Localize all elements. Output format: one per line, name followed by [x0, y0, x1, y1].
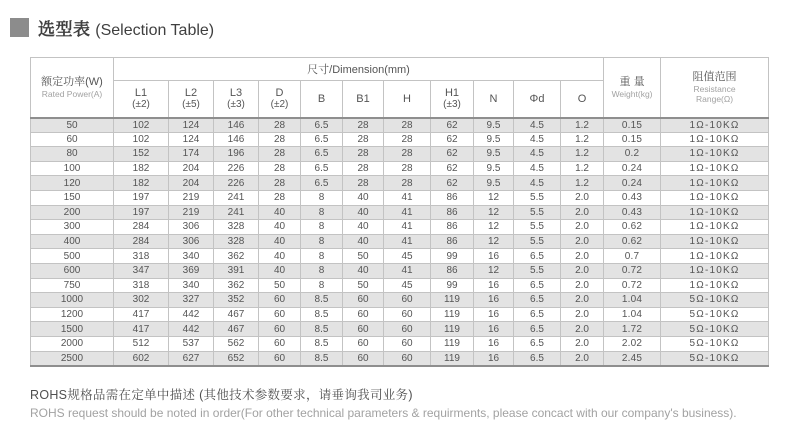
header-col-Phi-d: Φd	[514, 81, 561, 118]
cell-L3: 362	[214, 278, 259, 293]
cell-N: 9.5	[474, 161, 514, 176]
cell-weight: 0.24	[604, 161, 661, 176]
cell-O: 1.2	[561, 176, 604, 191]
header-col-H1: H1 (±3)	[431, 81, 474, 118]
cell-O: 2.0	[561, 249, 604, 264]
cell-Phi-d: 5.5	[514, 205, 561, 220]
cell-L1: 182	[114, 161, 169, 176]
cell-resistance: 1Ω-10KΩ	[661, 234, 769, 249]
cell-D: 28	[259, 176, 301, 191]
cell-L1: 512	[114, 336, 169, 351]
table-row	[31, 234, 769, 249]
cell-weight: 1.72	[604, 322, 661, 337]
cell-B: 6.5	[301, 176, 343, 191]
cell-Phi-d: 4.5	[514, 176, 561, 191]
table-header	[31, 58, 769, 118]
cell-power: 60	[31, 132, 114, 147]
cell-L3: 362	[214, 249, 259, 264]
cell-L2: 219	[169, 205, 214, 220]
cell-D: 50	[259, 278, 301, 293]
cell-B: 8	[301, 205, 343, 220]
cell-resistance: 5Ω-10KΩ	[661, 336, 769, 351]
cell-weight: 0.62	[604, 220, 661, 235]
cell-L1: 318	[114, 249, 169, 264]
cell-D: 60	[259, 293, 301, 308]
cell-B1: 40	[343, 220, 384, 235]
cell-power: 50	[31, 118, 114, 133]
cell-L3: 196	[214, 147, 259, 162]
cell-B: 8	[301, 220, 343, 235]
cell-H: 41	[384, 220, 431, 235]
cell-Phi-d: 4.5	[514, 161, 561, 176]
cell-Phi-d: 6.5	[514, 336, 561, 351]
cell-L1: 102	[114, 118, 169, 133]
cell-weight: 0.7	[604, 249, 661, 264]
cell-H1: 86	[431, 234, 474, 249]
cell-B1: 60	[343, 307, 384, 322]
cell-power: 300	[31, 220, 114, 235]
cell-power: 200	[31, 205, 114, 220]
cell-H1: 99	[431, 278, 474, 293]
cell-H1: 119	[431, 336, 474, 351]
cell-H1: 86	[431, 220, 474, 235]
cell-power: 750	[31, 278, 114, 293]
cell-D: 40	[259, 220, 301, 235]
cell-N: 16	[474, 293, 514, 308]
cell-L2: 174	[169, 147, 214, 162]
cell-L2: 204	[169, 176, 214, 191]
header-rated-power-zh: 额定功率(W)	[41, 75, 103, 88]
cell-B1: 60	[343, 322, 384, 337]
cell-O: 1.2	[561, 147, 604, 162]
cell-L1: 417	[114, 322, 169, 337]
header-weight	[604, 58, 661, 118]
table-row	[31, 161, 769, 176]
cell-O: 1.2	[561, 132, 604, 147]
cell-B: 8	[301, 234, 343, 249]
cell-H: 45	[384, 278, 431, 293]
cell-Phi-d: 5.5	[514, 220, 561, 235]
cell-weight: 0.72	[604, 278, 661, 293]
cell-H: 28	[384, 147, 431, 162]
cell-L2: 306	[169, 234, 214, 249]
cell-B1: 28	[343, 161, 384, 176]
header-col-B1: B1	[343, 81, 384, 118]
cell-H: 41	[384, 263, 431, 278]
cell-L1: 602	[114, 351, 169, 366]
cell-L3: 391	[214, 263, 259, 278]
cell-B1: 28	[343, 147, 384, 162]
cell-O: 2.0	[561, 336, 604, 351]
cell-L2: 537	[169, 336, 214, 351]
table-row	[31, 205, 769, 220]
header-col-L3: L3 (±3)	[214, 81, 259, 118]
cell-B: 8	[301, 249, 343, 264]
cell-L2: 340	[169, 249, 214, 264]
header-col-B: B	[301, 81, 343, 118]
cell-N: 9.5	[474, 147, 514, 162]
cell-L2: 442	[169, 307, 214, 322]
cell-power: 600	[31, 263, 114, 278]
cell-power: 80	[31, 147, 114, 162]
footer-notes	[30, 385, 737, 420]
cell-D: 40	[259, 249, 301, 264]
cell-B1: 28	[343, 132, 384, 147]
cell-H: 41	[384, 234, 431, 249]
cell-N: 16	[474, 336, 514, 351]
cell-N: 12	[474, 190, 514, 205]
cell-B: 8	[301, 190, 343, 205]
cell-N: 12	[474, 263, 514, 278]
header-weight-en: Weight(kg)	[611, 88, 653, 99]
cell-H: 41	[384, 205, 431, 220]
cell-Phi-d: 5.5	[514, 234, 561, 249]
cell-L1: 197	[114, 190, 169, 205]
header-resistance	[661, 58, 769, 118]
cell-N: 16	[474, 278, 514, 293]
table-row	[31, 249, 769, 264]
cell-Phi-d: 4.5	[514, 147, 561, 162]
header-col-N: N	[474, 81, 514, 118]
cell-B: 8	[301, 263, 343, 278]
cell-H: 60	[384, 322, 431, 337]
cell-B: 8.5	[301, 307, 343, 322]
cell-D: 60	[259, 336, 301, 351]
cell-weight: 0.2	[604, 147, 661, 162]
cell-B1: 60	[343, 293, 384, 308]
cell-resistance: 1Ω-10KΩ	[661, 249, 769, 264]
cell-weight: 0.72	[604, 263, 661, 278]
cell-L1: 182	[114, 176, 169, 191]
cell-B: 8	[301, 278, 343, 293]
cell-L1: 152	[114, 147, 169, 162]
cell-B1: 40	[343, 190, 384, 205]
cell-D: 60	[259, 322, 301, 337]
cell-weight: 1.04	[604, 293, 661, 308]
header-rated-power-en: Rated Power(A)	[41, 88, 103, 99]
cell-power: 2000	[31, 336, 114, 351]
cell-weight: 0.15	[604, 132, 661, 147]
cell-B: 8.5	[301, 293, 343, 308]
cell-weight: 0.43	[604, 190, 661, 205]
cell-L1: 102	[114, 132, 169, 147]
cell-B1: 28	[343, 118, 384, 133]
cell-resistance: 1Ω-10KΩ	[661, 190, 769, 205]
cell-Phi-d: 6.5	[514, 351, 561, 366]
cell-H1: 62	[431, 147, 474, 162]
cell-resistance: 1Ω-10KΩ	[661, 147, 769, 162]
cell-O: 2.0	[561, 263, 604, 278]
cell-H1: 86	[431, 205, 474, 220]
cell-N: 16	[474, 249, 514, 264]
cell-H: 28	[384, 176, 431, 191]
header-resistance-en2: Range(Ω)	[696, 93, 734, 104]
cell-H1: 62	[431, 118, 474, 133]
table-row	[31, 118, 769, 133]
cell-power: 150	[31, 190, 114, 205]
cell-L2: 627	[169, 351, 214, 366]
cell-D: 60	[259, 307, 301, 322]
cell-D: 28	[259, 161, 301, 176]
header-resistance-zh: 阻值范围	[692, 70, 737, 83]
cell-B1: 50	[343, 249, 384, 264]
header-col-L2: L2 (±5)	[169, 81, 214, 118]
table-row	[31, 307, 769, 322]
cell-D: 40	[259, 234, 301, 249]
cell-weight: 2.02	[604, 336, 661, 351]
cell-O: 2.0	[561, 322, 604, 337]
cell-B: 8.5	[301, 351, 343, 366]
cell-B: 6.5	[301, 161, 343, 176]
cell-N: 16	[474, 322, 514, 337]
cell-L2: 340	[169, 278, 214, 293]
cell-O: 2.0	[561, 234, 604, 249]
cell-O: 2.0	[561, 307, 604, 322]
cell-H1: 62	[431, 161, 474, 176]
cell-N: 16	[474, 307, 514, 322]
cell-L2: 124	[169, 118, 214, 133]
table-row	[31, 132, 769, 147]
cell-H1: 119	[431, 351, 474, 366]
rohs-note-en: ROHS request should be noted in order(For other technical parameters & requirments, please concact with our company's business).	[30, 406, 737, 420]
cell-B: 8.5	[301, 336, 343, 351]
cell-L3: 467	[214, 307, 259, 322]
table-row	[31, 278, 769, 293]
cell-O: 2.0	[561, 351, 604, 366]
selection-table	[30, 57, 769, 367]
cell-L2: 369	[169, 263, 214, 278]
cell-B1: 60	[343, 336, 384, 351]
cell-O: 1.2	[561, 161, 604, 176]
header-weight-zh: 重 量	[619, 75, 645, 88]
cell-weight: 0.43	[604, 205, 661, 220]
cell-L3: 226	[214, 176, 259, 191]
cell-L3: 328	[214, 234, 259, 249]
cell-H: 60	[384, 307, 431, 322]
section-title	[10, 15, 214, 40]
table-row	[31, 263, 769, 278]
cell-L1: 284	[114, 220, 169, 235]
cell-N: 12	[474, 234, 514, 249]
cell-power: 400	[31, 234, 114, 249]
cell-Phi-d: 6.5	[514, 322, 561, 337]
cell-N: 9.5	[474, 176, 514, 191]
cell-B1: 28	[343, 176, 384, 191]
cell-L2: 219	[169, 190, 214, 205]
cell-power: 500	[31, 249, 114, 264]
cell-resistance: 1Ω-10KΩ	[661, 278, 769, 293]
header-col-H: H	[384, 81, 431, 118]
cell-L3: 352	[214, 293, 259, 308]
cell-Phi-d: 6.5	[514, 293, 561, 308]
selection-table-body	[31, 118, 769, 366]
cell-Phi-d: 6.5	[514, 278, 561, 293]
cell-L1: 347	[114, 263, 169, 278]
cell-H1: 86	[431, 190, 474, 205]
cell-resistance: 1Ω-10KΩ	[661, 118, 769, 133]
cell-L2: 124	[169, 132, 214, 147]
table-row	[31, 351, 769, 366]
cell-weight: 1.04	[604, 307, 661, 322]
table-row	[31, 322, 769, 337]
cell-L3: 562	[214, 336, 259, 351]
cell-B: 6.5	[301, 118, 343, 133]
cell-O: 2.0	[561, 278, 604, 293]
cell-B1: 60	[343, 351, 384, 366]
cell-O: 2.0	[561, 293, 604, 308]
cell-D: 60	[259, 351, 301, 366]
cell-Phi-d: 6.5	[514, 307, 561, 322]
cell-power: 2500	[31, 351, 114, 366]
page-title	[38, 15, 214, 40]
cell-B: 6.5	[301, 147, 343, 162]
cell-D: 28	[259, 147, 301, 162]
cell-D: 28	[259, 190, 301, 205]
cell-L3: 146	[214, 118, 259, 133]
cell-weight: 2.45	[604, 351, 661, 366]
cell-L1: 284	[114, 234, 169, 249]
cell-weight: 0.62	[604, 234, 661, 249]
cell-L3: 146	[214, 132, 259, 147]
section-bullet-icon	[10, 18, 29, 37]
cell-L1: 318	[114, 278, 169, 293]
cell-H1: 119	[431, 307, 474, 322]
table-row	[31, 336, 769, 351]
cell-resistance: 1Ω-10KΩ	[661, 263, 769, 278]
table-row	[31, 147, 769, 162]
cell-L2: 327	[169, 293, 214, 308]
cell-resistance: 1Ω-10KΩ	[661, 176, 769, 191]
header-rated-power	[31, 58, 114, 118]
cell-H: 60	[384, 351, 431, 366]
table-row	[31, 220, 769, 235]
cell-weight: 0.15	[604, 118, 661, 133]
cell-H: 60	[384, 336, 431, 351]
cell-resistance: 5Ω-10KΩ	[661, 307, 769, 322]
page-title-zh: 选型表	[38, 20, 91, 39]
cell-N: 16	[474, 351, 514, 366]
cell-L3: 652	[214, 351, 259, 366]
cell-L3: 226	[214, 161, 259, 176]
cell-weight: 0.24	[604, 176, 661, 191]
cell-Phi-d: 5.5	[514, 263, 561, 278]
cell-resistance: 5Ω-10KΩ	[661, 351, 769, 366]
cell-O: 2.0	[561, 205, 604, 220]
cell-Phi-d: 5.5	[514, 190, 561, 205]
cell-resistance: 1Ω-10KΩ	[661, 161, 769, 176]
header-col-O: O	[561, 81, 604, 118]
page-title-en: (Selection Table)	[95, 22, 215, 39]
cell-H: 28	[384, 161, 431, 176]
cell-L2: 204	[169, 161, 214, 176]
cell-H1: 119	[431, 293, 474, 308]
cell-H1: 62	[431, 176, 474, 191]
cell-Phi-d: 4.5	[514, 118, 561, 133]
cell-power: 1200	[31, 307, 114, 322]
header-col-L1: L1 (±2)	[114, 81, 169, 118]
cell-B: 6.5	[301, 132, 343, 147]
cell-L2: 442	[169, 322, 214, 337]
cell-B: 8.5	[301, 322, 343, 337]
header-resistance-en1: Resistance	[693, 83, 736, 94]
cell-N: 9.5	[474, 118, 514, 133]
cell-H1: 86	[431, 263, 474, 278]
cell-L3: 241	[214, 190, 259, 205]
cell-power: 1000	[31, 293, 114, 308]
cell-B1: 40	[343, 234, 384, 249]
cell-D: 40	[259, 263, 301, 278]
cell-Phi-d: 4.5	[514, 132, 561, 147]
cell-L1: 197	[114, 205, 169, 220]
cell-power: 1500	[31, 322, 114, 337]
cell-L3: 241	[214, 205, 259, 220]
cell-H1: 99	[431, 249, 474, 264]
table-row	[31, 293, 769, 308]
cell-H: 60	[384, 293, 431, 308]
cell-B1: 50	[343, 278, 384, 293]
table-row	[31, 176, 769, 191]
cell-D: 28	[259, 132, 301, 147]
cell-H: 41	[384, 190, 431, 205]
cell-H1: 119	[431, 322, 474, 337]
cell-resistance: 1Ω-10KΩ	[661, 132, 769, 147]
cell-O: 2.0	[561, 220, 604, 235]
cell-B1: 40	[343, 263, 384, 278]
cell-power: 120	[31, 176, 114, 191]
cell-N: 9.5	[474, 132, 514, 147]
cell-L1: 417	[114, 307, 169, 322]
cell-D: 40	[259, 205, 301, 220]
cell-H: 45	[384, 249, 431, 264]
cell-resistance: 5Ω-10KΩ	[661, 322, 769, 337]
cell-N: 12	[474, 220, 514, 235]
cell-D: 28	[259, 118, 301, 133]
cell-resistance: 1Ω-10KΩ	[661, 220, 769, 235]
cell-H: 28	[384, 118, 431, 133]
cell-Phi-d: 6.5	[514, 249, 561, 264]
header-col-D: D (±2)	[259, 81, 301, 118]
cell-L1: 302	[114, 293, 169, 308]
cell-B1: 40	[343, 205, 384, 220]
cell-O: 2.0	[561, 190, 604, 205]
cell-resistance: 5Ω-10KΩ	[661, 293, 769, 308]
cell-L3: 328	[214, 220, 259, 235]
header-dimension: 尺寸/Dimension(mm)	[114, 58, 604, 81]
cell-H: 28	[384, 132, 431, 147]
cell-resistance: 1Ω-10KΩ	[661, 205, 769, 220]
cell-O: 1.2	[561, 118, 604, 133]
cell-H1: 62	[431, 132, 474, 147]
cell-L3: 467	[214, 322, 259, 337]
cell-N: 12	[474, 205, 514, 220]
rohs-note-zh: ROHS规格品需在定单中描述 (其他技术参数要求，请垂询我司业务)	[30, 388, 413, 402]
table-row	[31, 190, 769, 205]
cell-power: 100	[31, 161, 114, 176]
cell-L2: 306	[169, 220, 214, 235]
